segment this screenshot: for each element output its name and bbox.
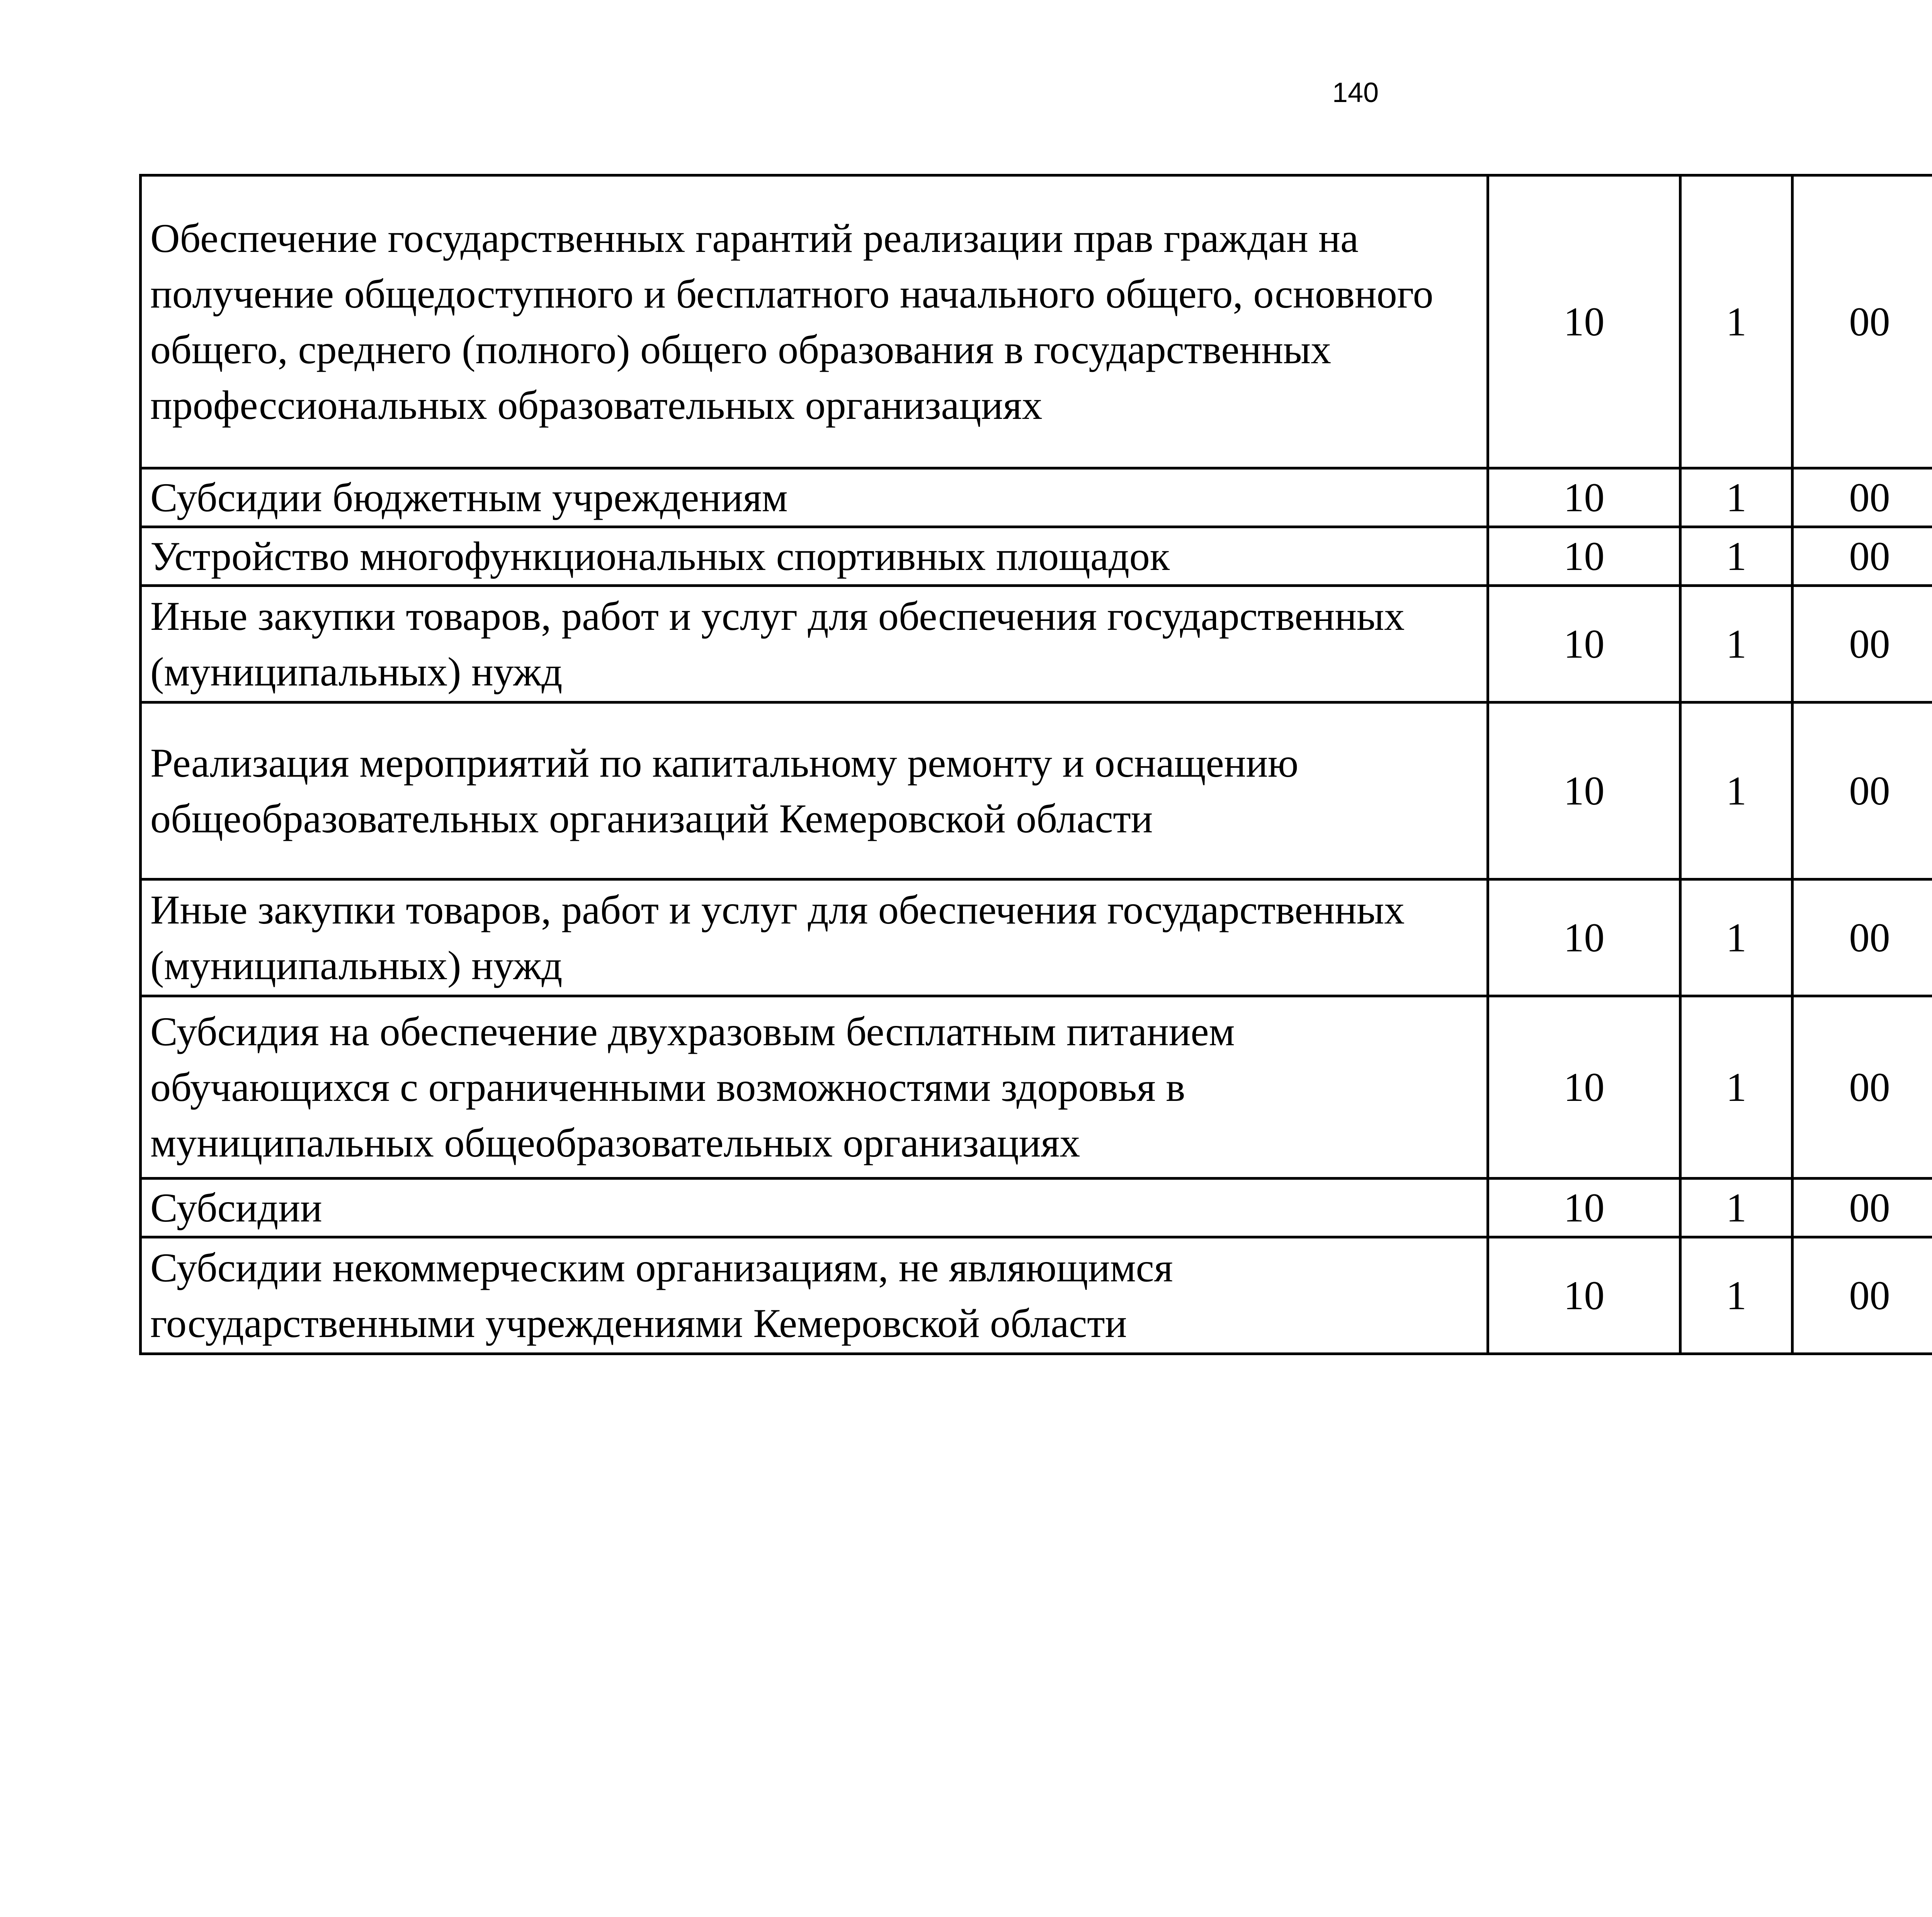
table-row	[141, 996, 1932, 1179]
table-row	[141, 527, 1932, 586]
row-section-code: 10	[1488, 1179, 1680, 1237]
row-subsection-code: 1	[1680, 527, 1793, 586]
row-description: Субсидии некоммерческим организациям, не являющимся государственными учреждениями Кемеровской области	[141, 1237, 1488, 1354]
table-row	[141, 468, 1932, 527]
row-subsection-code: 1	[1680, 1237, 1793, 1354]
row-article-code: 00	[1793, 879, 1932, 996]
row-subsection-code: 1	[1680, 1179, 1793, 1237]
row-section-code: 10	[1488, 527, 1680, 586]
row-subsection-code: 1	[1680, 879, 1793, 996]
row-description: Иные закупки товаров, работ и услуг для обеспечения государственных (муниципальных) нужд	[141, 586, 1488, 703]
row-section-code: 10	[1488, 1237, 1680, 1354]
row-section-code: 10	[1488, 703, 1680, 879]
row-subsection-code: 1	[1680, 175, 1793, 468]
row-article-code: 00	[1793, 527, 1932, 586]
table-row	[141, 1237, 1932, 1354]
row-subsection-code: 1	[1680, 468, 1793, 527]
table-row	[141, 586, 1932, 703]
page-number: 140	[1332, 77, 1379, 108]
row-section-code: 10	[1488, 586, 1680, 703]
row-section-code: 10	[1488, 996, 1680, 1179]
row-article-code: 00	[1793, 996, 1932, 1179]
row-article-code: 00	[1793, 175, 1932, 468]
row-article-code: 00	[1793, 703, 1932, 879]
table-row	[141, 1179, 1932, 1237]
row-section-code: 10	[1488, 175, 1680, 468]
row-section-code: 10	[1488, 468, 1680, 527]
row-subsection-code: 1	[1680, 703, 1793, 879]
row-article-code: 00	[1793, 586, 1932, 703]
table-row	[141, 175, 1932, 468]
row-description: Субсидия на обеспечение двухразовым бесплатным питанием обучающихся с ограниченными возможностями здоровья в муниципальных общеобразовательных организациях	[141, 996, 1488, 1179]
table-row	[141, 703, 1932, 879]
row-description: Субсидии бюджетным учреждениям	[141, 468, 1488, 527]
row-subsection-code: 1	[1680, 586, 1793, 703]
budget-table	[139, 174, 1932, 1355]
table-row	[141, 879, 1932, 996]
row-description: Устройство многофункциональных спортивных площадок	[141, 527, 1488, 586]
row-section-code: 10	[1488, 879, 1680, 996]
row-article-code: 00	[1793, 1179, 1932, 1237]
row-article-code: 00	[1793, 1237, 1932, 1354]
row-description: Субсидии	[141, 1179, 1488, 1237]
row-description: Иные закупки товаров, работ и услуг для обеспечения государственных (муниципальных) нужд	[141, 879, 1488, 996]
row-article-code: 00	[1793, 468, 1932, 527]
row-description: Обеспечение государственных гарантий реализации прав граждан на получение общедоступного и бесплатного начального общего, основного общего, среднего (полного) общего образования в государственных профессиональных образовательных организациях	[141, 175, 1488, 468]
row-description: Реализация мероприятий по капитальному ремонту и оснащению общеобразовательных организаций Кемеровской области	[141, 703, 1488, 879]
row-subsection-code: 1	[1680, 996, 1793, 1179]
